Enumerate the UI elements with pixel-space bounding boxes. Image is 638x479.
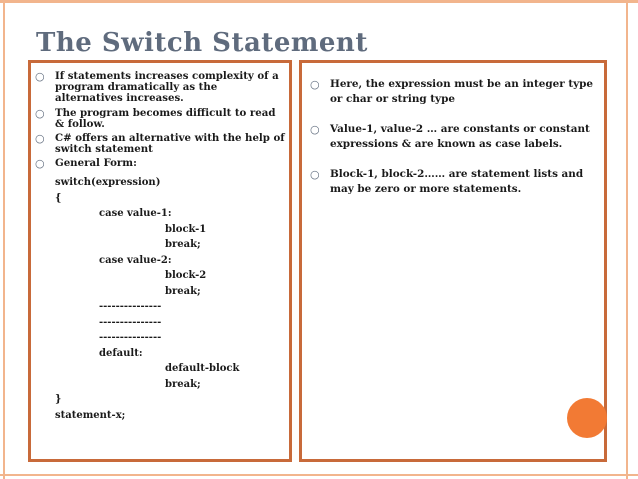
ring-bullet-icon: ○ [35, 157, 45, 171]
bullet-text: If statements increases complexity of a program dramatically as the alternatives increases. [55, 70, 279, 105]
code-line: --------------- [99, 301, 162, 312]
left-bullet-list [31, 71, 286, 173]
bullet-item [31, 108, 286, 130]
frame-line-top [0, 0, 638, 3]
ring-bullet-icon: ○ [310, 78, 320, 91]
code-line: --------------- [99, 332, 162, 343]
ring-bullet-icon: ○ [310, 168, 320, 181]
bullet-item [306, 122, 601, 152]
bullet-text: General Form: [55, 157, 137, 170]
bullet-text: Block-1, block-2…… are statement lists and may be zero or more statements. [330, 168, 584, 195]
frame-line-bottom [0, 474, 638, 476]
code-line: case value-1: [99, 208, 172, 219]
bullet-item [306, 77, 601, 107]
slide-title: The Switch Statement [36, 28, 368, 58]
left-content-panel [28, 60, 292, 462]
frame-line-left [3, 0, 5, 479]
frame-line-right [626, 0, 628, 479]
code-line: default: [99, 347, 143, 359]
bullet-item [306, 167, 601, 197]
code-line: --------------- [99, 316, 162, 328]
ring-bullet-icon: ○ [35, 70, 45, 83]
bullet-text: Value-1, value-2 … are constants or constant expressions & are known as case labels. [330, 123, 590, 150]
ring-bullet-icon: ○ [310, 123, 320, 136]
code-block [55, 175, 285, 423]
right-content-panel [299, 60, 607, 462]
right-bullet-list [306, 77, 601, 197]
code-line: block-2 [165, 270, 207, 281]
ring-bullet-icon: ○ [35, 106, 45, 120]
decorative-circle [567, 398, 607, 438]
code-line: case value-2: [99, 254, 172, 266]
ring-bullet-icon: ○ [35, 132, 45, 146]
bullet-text: The program becomes difficult to read & follow. [55, 106, 276, 130]
code-line: break; [165, 285, 201, 297]
code-line: { [55, 192, 62, 204]
code-line: switch(expression) [55, 177, 161, 188]
code-line: } [55, 394, 62, 405]
code-line: block-1 [165, 223, 207, 235]
bullet-item [31, 158, 286, 169]
code-line: break; [165, 378, 201, 390]
code-line: break; [165, 239, 201, 250]
code-line: statement-x; [55, 409, 126, 421]
bullet-item [31, 133, 286, 155]
bullet-text: C# offers an alternative with the help of switch statement [55, 132, 285, 156]
bullet-text: Here, the expression must be an integer type or char or string type [330, 78, 594, 105]
bullet-item [31, 71, 286, 105]
code-line: default-block [165, 363, 240, 374]
